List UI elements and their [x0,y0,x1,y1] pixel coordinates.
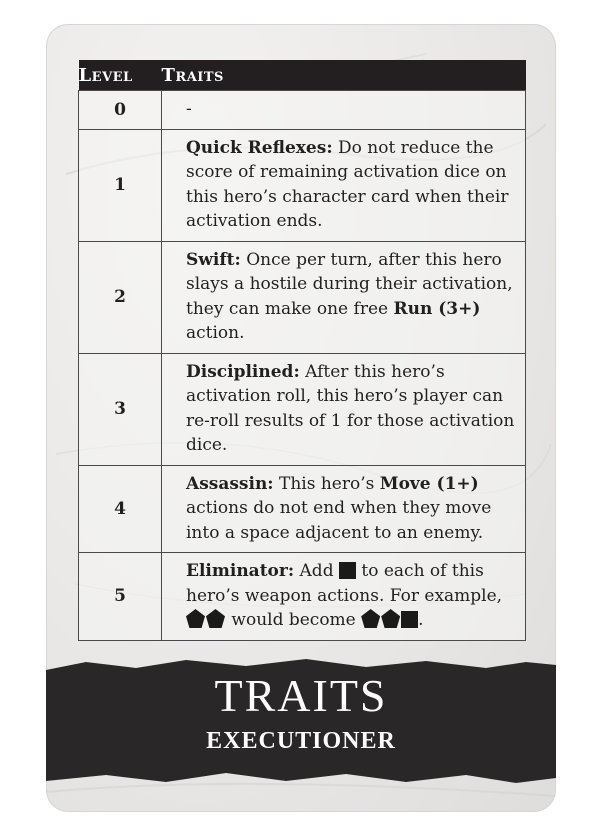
trait-cell [162,353,526,465]
trait-name: Swift: [186,249,241,270]
banner-subtitle: EXECUTIONER [206,728,396,754]
trait-cell [162,553,526,641]
action-name: Move (1+) [379,473,479,494]
banner-title: TRAITS [214,670,388,721]
level-cell: 2 [79,241,162,353]
trait-name: Quick Reflexes: [186,137,333,158]
trait-text: Do not reduce the score of remaining activation dice on this hero’s character card when their activation ends. [186,137,509,231]
trait-text: Once per turn, after this hero slays a hostile during their activation, they can make one free [186,249,513,319]
table-row [79,353,526,465]
trait-text: Add [294,561,339,581]
trait-text: - [186,99,192,119]
level-cell: 5 [79,553,162,641]
action-name: Run (3+) [393,298,481,319]
trait-text: After this hero’s activation roll, this hero’s player can re-roll results of 1 for those activation dice. [186,361,515,455]
pentagon-symbol-icon [361,609,380,628]
level-cell: 0 [79,91,162,130]
level-cell: 4 [79,465,162,553]
trait-name: Assassin: [186,473,274,494]
trait-text: . [418,610,424,630]
trait-cell [162,241,526,353]
table-row [79,553,526,641]
level-cell: 1 [79,129,162,241]
square-symbol-icon [339,562,356,579]
traits-table [78,60,526,641]
table-row [79,91,526,130]
trait-text: This hero’s [273,473,380,494]
level-cell: 3 [79,353,162,465]
pentagon-symbol-icon [186,609,205,628]
table-row [79,241,526,353]
trait-cell [162,465,526,553]
trait-cell [162,91,526,130]
trait-text: would become [226,610,362,630]
trait-text: to each of this hero’s weapon actions. For example, [186,561,503,606]
traits-column-header: Traits [162,60,526,91]
trait-text: action. [186,323,245,343]
level-column-header: Level [79,60,162,91]
pentagon-symbol-icon [381,609,400,628]
trait-text: actions do not end when they move into a space adjacent to an enemy. [186,498,492,543]
pentagon-symbol-icon [206,609,225,628]
trait-name: Disciplined: [186,361,300,382]
trait-name: Eliminator: [186,561,295,581]
table-header-row [79,60,526,91]
trait-cell [162,129,526,241]
table-row [79,465,526,553]
table-row [79,129,526,241]
square-symbol-icon [401,611,418,628]
trait-card [46,24,556,812]
